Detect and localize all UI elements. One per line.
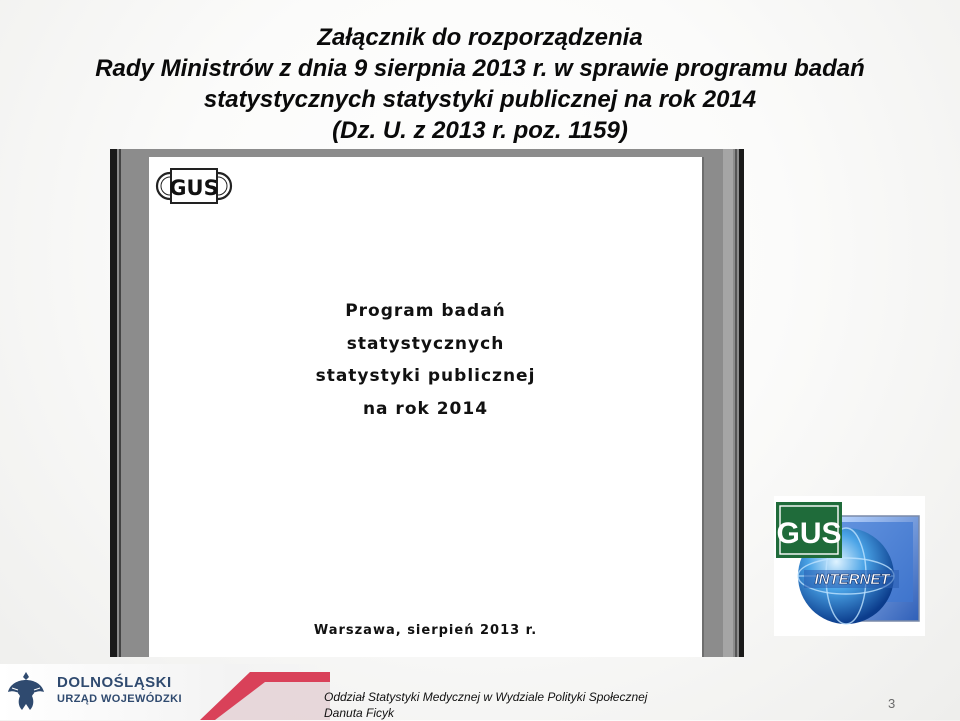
footer-credits <box>324 689 647 721</box>
internet-caption: INTERNET <box>814 571 890 588</box>
document-date: Warszawa, sierpień 2013 r. <box>313 623 538 638</box>
footer-banner <box>0 664 330 720</box>
document-title-line: statystycznych <box>346 333 505 354</box>
document-title-line: na rok 2014 <box>362 398 489 419</box>
gus-logo-icon <box>155 166 233 206</box>
footer-author: Danuta Ficyk <box>324 706 395 720</box>
slide-page-number: 3 <box>888 696 896 711</box>
gus-logo-text: GUS <box>776 517 842 550</box>
internet-globe-icon <box>774 496 925 636</box>
title-line: (Dz. U. z 2013 r. poz. 1159) <box>332 117 628 144</box>
brand-subtitle: URZĄD WOJEWÓDZKI <box>57 693 182 705</box>
document-title-line: statystyki publicznej <box>315 366 536 386</box>
scan-edge <box>723 149 733 657</box>
scan-edge <box>735 149 737 657</box>
scan-edge <box>119 149 121 657</box>
document-title-line: Program badań <box>345 301 506 321</box>
document-page <box>149 157 702 657</box>
title-line: statystycznych statystyki publicznej na rok 2014 <box>203 86 757 113</box>
scanned-document-image <box>110 149 744 657</box>
slide-title <box>0 22 960 146</box>
gus-logo-text: GUS <box>169 176 219 200</box>
scan-edge <box>739 149 744 657</box>
title-line: Rady Ministrów z dnia 9 sierpnia 2013 r. w sprawie programu badań <box>95 55 865 82</box>
gus-internet-image <box>774 496 925 636</box>
scan-edge <box>110 149 117 657</box>
footer-department: Oddział Statystyki Medycznej w Wydziale Polityki Społecznej <box>324 690 648 704</box>
eagle-emblem-icon <box>6 668 46 714</box>
title-line: Załącznik do rozporządzenia <box>317 24 643 51</box>
brand-name: DOLNOŚLĄSKI <box>57 674 172 691</box>
document-title <box>149 295 702 425</box>
